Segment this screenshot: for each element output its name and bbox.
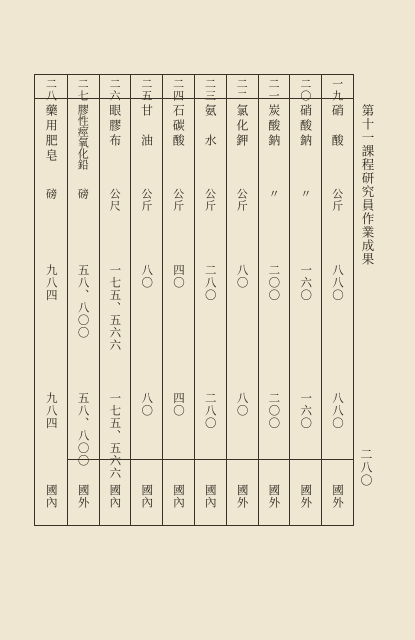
- running-header: 第十一課程研究員作業成果: [360, 104, 375, 266]
- cell-qty-text: 五八、八〇〇: [76, 264, 91, 339]
- cell-name-text: 石碳酸: [171, 104, 186, 149]
- table-column: [35, 74, 67, 526]
- cell-num-text: 二四: [171, 78, 185, 102]
- cell-name: [130, 104, 162, 184]
- cell-name: [35, 104, 67, 184]
- cell-name-text: 藥用肥皂: [44, 104, 59, 164]
- cell-origin-text: 國內: [44, 484, 59, 509]
- cell-qty2-text: 五八、八〇〇: [76, 392, 91, 467]
- cell-num-text: 二三: [203, 78, 217, 102]
- cell-qty-text: 九八四: [44, 264, 59, 302]
- cell-num: [162, 78, 194, 102]
- cell-unit: [258, 188, 290, 258]
- cell-num-text: 二六: [108, 78, 122, 102]
- cell-unit: [321, 188, 353, 258]
- cell-unit-text: 公尺: [108, 188, 122, 212]
- column-divider: [99, 74, 100, 526]
- cell-qty2-text: 二〇〇: [267, 392, 282, 430]
- cell-unit: [99, 188, 131, 258]
- cell-qty: [67, 264, 99, 384]
- cell-unit-text: 公斤: [330, 188, 344, 212]
- column-divider: [130, 74, 131, 526]
- cell-origin-text: 國內: [140, 484, 155, 509]
- table-column: [194, 74, 226, 526]
- table-column: [99, 74, 131, 526]
- cell-num-text: 二二: [235, 78, 249, 102]
- cell-num: [194, 78, 226, 102]
- cell-qty: [99, 264, 131, 384]
- column-divider: [194, 74, 195, 526]
- cell-unit-text: 公斤: [235, 188, 249, 212]
- column-divider: [162, 74, 163, 526]
- cell-name: [194, 104, 226, 184]
- cell-name-text: 硝 酸: [330, 104, 345, 149]
- cell-name: [99, 104, 131, 184]
- cell-qty: [130, 264, 162, 384]
- cell-num-text: 二八: [44, 78, 58, 102]
- cell-name-text: 氨 水: [203, 104, 218, 149]
- cell-origin-text: 國外: [330, 484, 345, 509]
- cell-qty: [35, 264, 67, 384]
- cell-name: [67, 104, 99, 184]
- column-divider: [289, 74, 290, 526]
- cell-num: [321, 78, 353, 102]
- cell-origin: [130, 484, 162, 524]
- cell-unit-text: 公斤: [139, 188, 153, 212]
- cell-qty2-text: 九八四: [44, 392, 59, 430]
- cell-unit: [289, 188, 321, 258]
- cell-origin: [321, 484, 353, 524]
- cell-qty-text: 一六〇: [299, 264, 314, 302]
- cell-origin: [99, 484, 131, 524]
- cell-origin-text: 國內: [203, 484, 218, 509]
- cell-name: [258, 104, 290, 184]
- supplies-table: [34, 74, 354, 526]
- cell-origin: [67, 484, 99, 524]
- cell-name-text: 膠性痙氧化鉛: [76, 104, 90, 170]
- cell-unit-text: 公斤: [203, 188, 217, 212]
- cell-qty-text: 八八〇: [330, 264, 345, 302]
- cell-origin-text: 國內: [108, 484, 123, 509]
- cell-qty2-text: 八〇: [140, 392, 155, 417]
- cell-unit-text: 磅: [44, 188, 58, 200]
- cell-origin: [258, 484, 290, 524]
- cell-qty2-text: 八八〇: [330, 392, 345, 430]
- cell-origin: [226, 484, 258, 524]
- cell-origin: [35, 484, 67, 524]
- cell-origin-text: 國外: [267, 484, 282, 509]
- cell-num: [226, 78, 258, 102]
- cell-num: [67, 78, 99, 102]
- cell-num: [130, 78, 162, 102]
- cell-num: [289, 78, 321, 102]
- cell-name-text: 硝酸鈉: [298, 104, 313, 149]
- cell-origin-text: 國外: [76, 484, 91, 509]
- cell-qty2-text: 一七五、五六六: [108, 392, 123, 480]
- cell-unit: [67, 188, 99, 258]
- cell-unit: [226, 188, 258, 258]
- cell-qty2-text: 一六〇: [299, 392, 314, 430]
- table-column: [130, 74, 162, 526]
- cell-num: [258, 78, 290, 102]
- cell-qty2-text: 二八〇: [203, 392, 218, 430]
- cell-origin-text: 國外: [235, 484, 250, 509]
- cell-name: [321, 104, 353, 184]
- cell-num-text: 二一: [267, 78, 281, 102]
- table-column: [162, 74, 194, 526]
- cell-qty-text: 二〇〇: [267, 264, 282, 302]
- cell-qty-text: 二八〇: [203, 264, 218, 302]
- cell-qty: [321, 264, 353, 384]
- cell-name: [162, 104, 194, 184]
- cell-qty: [194, 264, 226, 384]
- cell-unit-text: 〃: [298, 188, 312, 200]
- cell-origin: [289, 484, 321, 524]
- table-column: [67, 74, 99, 526]
- cell-num: [35, 78, 67, 102]
- cell-num-text: 一九: [330, 78, 344, 102]
- cell-qty: [289, 264, 321, 384]
- cell-unit-text: 〃: [267, 188, 281, 200]
- cell-unit: [130, 188, 162, 258]
- cell-origin: [162, 484, 194, 524]
- cell-unit-text: 公斤: [171, 188, 185, 212]
- cell-qty: [162, 264, 194, 384]
- page-number: 二八〇: [359, 448, 373, 487]
- cell-qty-text: 八〇: [235, 264, 250, 289]
- cell-name: [226, 104, 258, 184]
- column-divider: [258, 74, 259, 526]
- cell-qty-text: 四〇: [171, 264, 186, 289]
- cell-unit: [35, 188, 67, 258]
- cell-origin: [194, 484, 226, 524]
- column-divider: [321, 74, 322, 526]
- cell-unit: [162, 188, 194, 258]
- column-divider: [67, 74, 68, 526]
- cell-name-text: 炭酸鈉: [266, 104, 281, 149]
- cell-origin-text: 國外: [299, 484, 314, 509]
- cell-qty2-text: 八〇: [235, 392, 250, 417]
- cell-unit-text: 磅: [76, 188, 90, 200]
- cell-num-text: 二七: [76, 78, 90, 102]
- table-column: [321, 74, 353, 526]
- cell-num-text: 二〇: [298, 78, 312, 102]
- cell-unit: [194, 188, 226, 258]
- table-column: [258, 74, 290, 526]
- cell-qty: [258, 264, 290, 384]
- cell-qty2-text: 四〇: [171, 392, 186, 417]
- cell-qty-text: 八〇: [140, 264, 155, 289]
- cell-num: [99, 78, 131, 102]
- cell-num-text: 二五: [139, 78, 153, 102]
- cell-qty-text: 一七五、五六六: [108, 264, 123, 352]
- table-column: [289, 74, 321, 526]
- cell-name: [289, 104, 321, 184]
- cell-qty: [226, 264, 258, 384]
- cell-name-text: 眼膠布: [107, 104, 122, 149]
- cell-origin-text: 國內: [171, 484, 186, 509]
- table-column: [226, 74, 258, 526]
- cell-name-text: 甘 油: [139, 104, 154, 149]
- cell-name-text: 氯化鉀: [234, 104, 249, 149]
- column-divider: [226, 74, 227, 526]
